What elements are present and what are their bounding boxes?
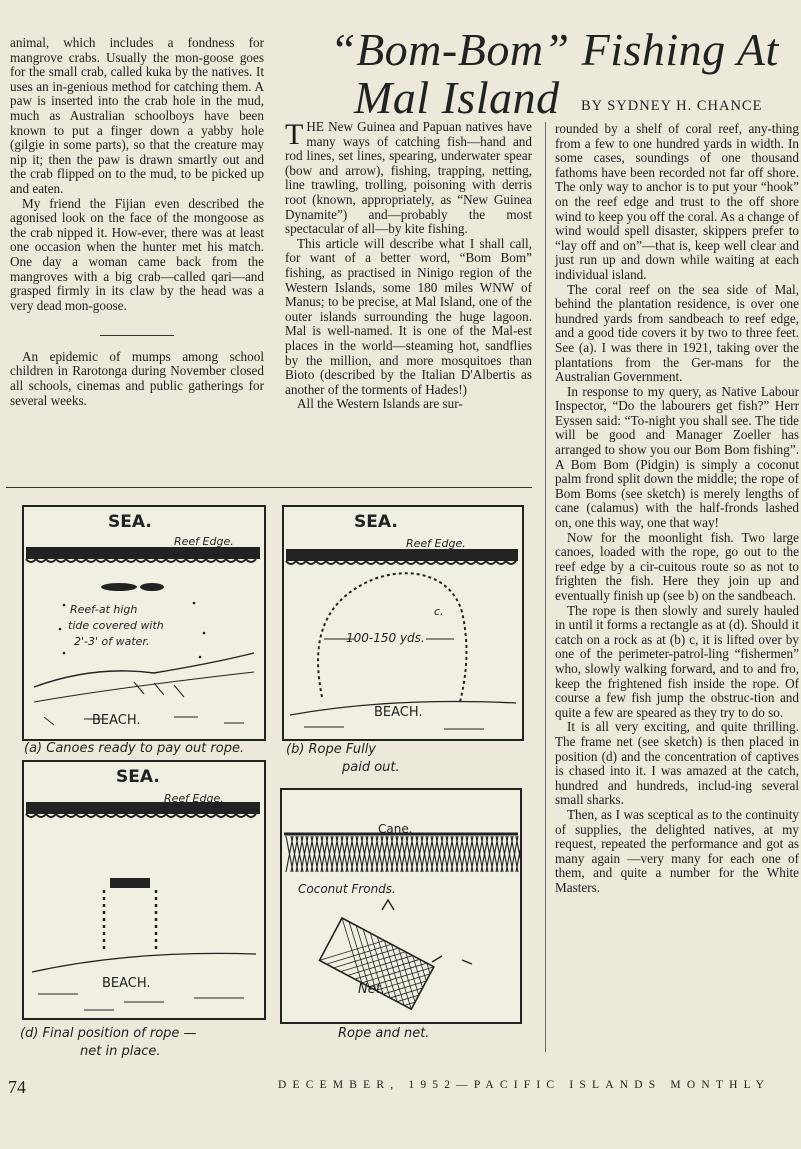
- sketch-net-caption: Rope and net.: [338, 1026, 430, 1041]
- sketch-b-caption-1: (b) Rope Fully: [286, 742, 377, 757]
- right-paragraph-7: Then, as I was sceptical as to the continuity of supplies, the delighted natives, at my request, repeated the performance and got as many again —very many for each one of them, and quite a number for the White Masters.: [555, 806, 799, 895]
- column-rule: [545, 122, 546, 1052]
- sketch-net-fronds-label: Coconut Fronds.: [298, 882, 396, 896]
- left-paragraph-3: An epidemic of mumps among school children in Rarotonga during November closed all schools, cinemas and public gatherings for several weeks.: [10, 348, 264, 408]
- coconut-fronds: [286, 836, 520, 872]
- reef-edge-wave: [26, 559, 256, 562]
- right-paragraph-3: In response to my query, as Native Labour Inspector, “Do the labourers get fish?” Herr Eyssen said: “To-night you shall see. The tide will be good and Manager Zoeller has arranged to show you our Bom Bom fishing”. A Bom Bom (Pidgin) is simply a coconut palm frond split down the middle; the rope of Bom Boms (see sketch) is merely lengths of cane (calamus) with the half-fronds lashed on, one this way, one that way!: [555, 383, 799, 531]
- sketch-a-note-2: tide covered with: [68, 619, 164, 632]
- page-number: 74: [8, 1077, 26, 1097]
- right-paragraph-6: It is all very exciting, and quite thrilling. The frame net (see sketch) is then placed in position (d) and the concentration of captives is chased into it. I was amazed at the catch, hundred and hundreds, includ-ing several small sharks.: [555, 719, 799, 808]
- running-footer: DECEMBER, 1952—PACIFIC ISLANDS MONTHLY: [278, 1079, 771, 1091]
- sketch-d-caption-1: (d) Final position of rope —: [20, 1026, 197, 1041]
- sketch-a-note-3: 2'-3' of water.: [74, 635, 150, 648]
- sketch-b-sea-label: SEA.: [354, 512, 398, 532]
- sketch-d: [22, 760, 266, 1020]
- left-paragraph-2: My friend the Fijian even described the agonised look on the face of the mongoose as the crab nipped it. How-ever, there was at least one occasion when the hunter met his match. One day a woman came back from the mangroves with a big crab—called qari—and grasped firmly in its claw by the head was a very dead mon-goose.: [10, 195, 264, 313]
- right-column: [555, 122, 799, 895]
- right-paragraph-1: rounded by a shelf of coral reef, any-thing from a few to one hundred yards in width. In some cases, soundings of one thousand fathoms have been recorded not far off shore. The only way to anchor is to put your “hook” on the reef edge and trust to the off shore wind to keep you off the coral. As a change of wind would spell disaster, skippers prefer to “lay off and on”—that is, keep well clear and just run up and down while waiting at each individual island.: [555, 121, 799, 282]
- canoe-2: [140, 583, 164, 591]
- left-paragraph-1: animal, which includes a fondness for mangrove crabs. Usually the mon-goose goes for the small crab, called kuka by the natives. It uses an in-genious method for catching them. A paw is inserted into the crab hole in the mud, much as Australian schoolboys have been known to put a finger down a yabby hole (gilgie in some parts), so that the creature may nip it; then the paw is drawn smartly out and the crab flipped on to the mud, to be picked up and eaten.: [10, 35, 264, 196]
- sketch-net: [280, 788, 522, 1024]
- sketch-d-sea-label: SEA.: [116, 767, 160, 787]
- sketch-a-caption: (a) Canoes ready to pay out rope.: [24, 741, 245, 756]
- mid-paragraph-3: All the Western Islands are sur-: [297, 396, 463, 412]
- right-paragraph-4: Now for the moonlight fish. Two large canoes, loaded with the rope, go out to the reef edge by a cir-cuitous route so as not to frighten the fish. Here they join up and eventually finish up (see b) on the sandbeach.: [555, 529, 799, 603]
- net-frame: [110, 878, 150, 888]
- sketch-d-caption-2: net in place.: [80, 1044, 161, 1059]
- sketch-b-caption-2: paid out.: [342, 760, 400, 775]
- section-divider: [10, 325, 264, 340]
- shoreline: [34, 653, 254, 687]
- horizontal-rule: [6, 487, 532, 488]
- sketch-b-distance-label: 100-150 yds.: [346, 631, 425, 645]
- left-column: [10, 36, 264, 408]
- sketch-b: [282, 505, 524, 741]
- reef-band: [26, 802, 260, 814]
- drop-cap: T: [285, 118, 304, 151]
- sketch-net-net-label: Net.: [358, 982, 385, 997]
- middle-column: [285, 120, 532, 412]
- rope-rectangle: [104, 890, 156, 950]
- right-paragraph-5: The rope is then slowly and surely hauled in until it forms a rectangle as at (d). Should it catch on a rock as at (b) c, it is lifted over by one of the perimeter-patrol-ling “fishermen” who, slowly walking forward, and to and fro, keep the frightened fish inside the rope. Of course a few fish jump the obstruc-tion and quite a few are speared as they try to do so.: [555, 602, 799, 720]
- canoe-1: [101, 583, 137, 591]
- sketch-a-beach-label: BEACH.: [92, 713, 141, 728]
- mid-paragraph-2: This article will describe what I shall call, for want of a better word, “Bom Bom” fishing, as practised in Ninigo region of the Western Islands, some 180 miles WNW of Manus; to be precise, at Mal Island, one of the outer islands surrounding the huge lagoon. Mal is well-named. It is one of the Mal-est places in the world—steaming hot, sandflies by the million, and more mosquitoes than Bioto (described by the Italian D'Albertis as another of the torments of Hades!): [285, 235, 532, 397]
- sketch-a: [22, 505, 266, 741]
- sketch-d-reef-label: Reef Edge.: [164, 792, 224, 805]
- article-byline: BY SYDNEY H. CHANCE: [581, 98, 763, 114]
- sketch-b-c-label: c.: [434, 605, 444, 618]
- reef-band: [286, 549, 518, 561]
- mid-paragraph-1: [285, 120, 532, 237]
- right-paragraph-2: The coral reef on the sea side of Mal, behind the plantation residence, is over one hundred yards from sandbeach to reef edge, and a good tide covers it by two to three feet. See (a). I was there in 1921, taking over the plantations from the Ger-mans for the Australian Government.: [555, 281, 799, 385]
- sketch-b-beach-label: BEACH.: [374, 705, 423, 720]
- sketch-a-note-1: Reef-at high: [70, 603, 138, 616]
- sketch-net-cane-label: Cane.: [378, 822, 413, 836]
- sketch-b-reef-label: Reef Edge.: [406, 537, 466, 550]
- reef-band: [26, 547, 260, 559]
- mid-paragraph-1-text: HE New Guinea and Papuan natives have many ways of catching fish—hand and rod lines, set lines, spearing, underwater spear (bow and arrow), fishing, trapping, netting, line trawling, trolling, poisoning with derris root (known, appropriately, as “New Guinea Dynamite”) and—probably the most spectacular of all—by kite fishing.: [285, 119, 532, 237]
- sketch-d-beach-label: BEACH.: [102, 976, 151, 991]
- title-line-1: “Bom-Bom” Fishing At: [330, 24, 779, 75]
- sketch-a-sea-label: SEA.: [108, 512, 152, 532]
- title-line-2: Mal Island: [354, 72, 560, 123]
- sketch-a-reef-label: Reef Edge.: [174, 535, 234, 548]
- shoreline: [32, 953, 256, 972]
